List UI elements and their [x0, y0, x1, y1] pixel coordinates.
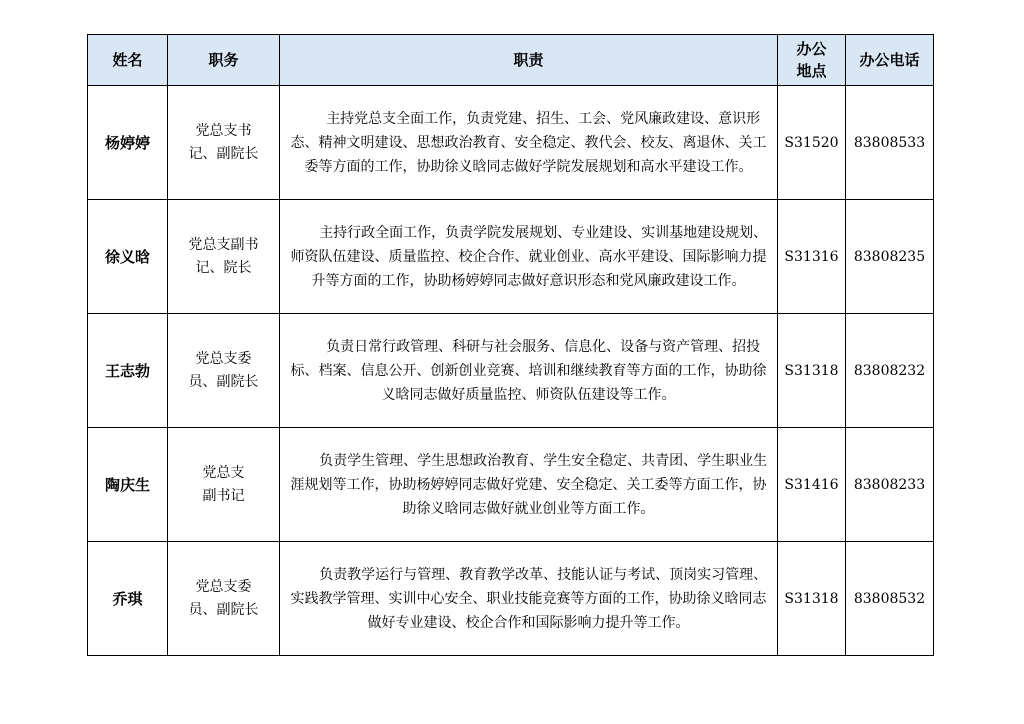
table-row	[88, 200, 934, 314]
person-duties: 主持行政全面工作，负责学院发展规划、专业建设、实训基地建设规划、师资队伍建设、质量监控、校企合作、就业创业、高水平建设、国际影响力提升等方面的工作，协助杨婷婷同志做好意识形态和党风廉政建设工作。	[280, 200, 778, 314]
office-location: S31316	[778, 200, 846, 314]
person-position	[168, 542, 280, 656]
header-office-line1: 办公	[796, 40, 827, 58]
person-name: 陶庆生	[88, 428, 168, 542]
person-name: 徐义晗	[88, 200, 168, 314]
position-line2: 员、副院长	[188, 601, 259, 618]
position-line2: 副书记	[202, 487, 245, 504]
office-location: S31520	[778, 86, 846, 200]
person-duties: 负责学生管理、学生思想政治教育、学生安全稳定、共青团、学生职业生涯规划等工作，协助杨婷婷同志做好党建、安全稳定、关工委等方面工作，协助徐义晗同志做好就业创业等方面工作。	[280, 428, 778, 542]
office-phone: 83808233	[846, 428, 934, 542]
header-position: 职务	[168, 35, 280, 86]
person-name: 乔琪	[88, 542, 168, 656]
table-row	[88, 86, 934, 200]
person-position	[168, 86, 280, 200]
person-duties: 负责日常行政管理、科研与社会服务、信息化、设备与资产管理、招投标、档案、信息公开、创新创业竞赛、培训和继续教育等方面的工作，协助徐义晗同志做好质量监控、师资队伍建设等工作。	[280, 314, 778, 428]
position-line1: 党总支副书	[188, 236, 259, 253]
table-row	[88, 428, 934, 542]
person-duties: 负责教学运行与管理、教育教学改革、技能认证与考试、顶岗实习管理、实践教学管理、实训中心安全、职业技能竞赛等方面的工作，协助徐义晗同志做好专业建设、校企合作和国际影响力提升等工作。	[280, 542, 778, 656]
person-name: 王志勃	[88, 314, 168, 428]
person-position	[168, 314, 280, 428]
office-location: S31318	[778, 542, 846, 656]
position-line1: 党总支	[202, 464, 245, 481]
leadership-duty-table	[87, 34, 934, 656]
position-line2: 记、副院长	[188, 145, 259, 162]
table-row	[88, 314, 934, 428]
position-line1: 党总支书	[195, 122, 252, 139]
position-line2: 员、副院长	[188, 373, 259, 390]
position-line2: 记、院长	[195, 259, 252, 276]
header-office-phone: 办公电话	[846, 35, 934, 86]
person-position	[168, 428, 280, 542]
header-name: 姓名	[88, 35, 168, 86]
office-phone: 83808533	[846, 86, 934, 200]
person-name: 杨婷婷	[88, 86, 168, 200]
person-duties: 主持党总支全面工作，负责党建、招生、工会、党风廉政建设、意识形态、精神文明建设、思想政治教育、安全稳定、教代会、校友、离退休、关工委等方面的工作，协助徐义晗同志做好学院发展规划和高水平建设工作。	[280, 86, 778, 200]
table-header-row	[88, 35, 934, 86]
office-location: S31416	[778, 428, 846, 542]
position-line1: 党总支委	[195, 578, 252, 595]
office-phone: 83808532	[846, 542, 934, 656]
table-row	[88, 542, 934, 656]
office-phone: 83808232	[846, 314, 934, 428]
header-office-location	[778, 35, 846, 86]
person-position	[168, 200, 280, 314]
header-office-line2: 地点	[796, 62, 827, 80]
header-duties: 职责	[280, 35, 778, 86]
position-line1: 党总支委	[195, 350, 252, 367]
office-phone: 83808235	[846, 200, 934, 314]
office-location: S31318	[778, 314, 846, 428]
